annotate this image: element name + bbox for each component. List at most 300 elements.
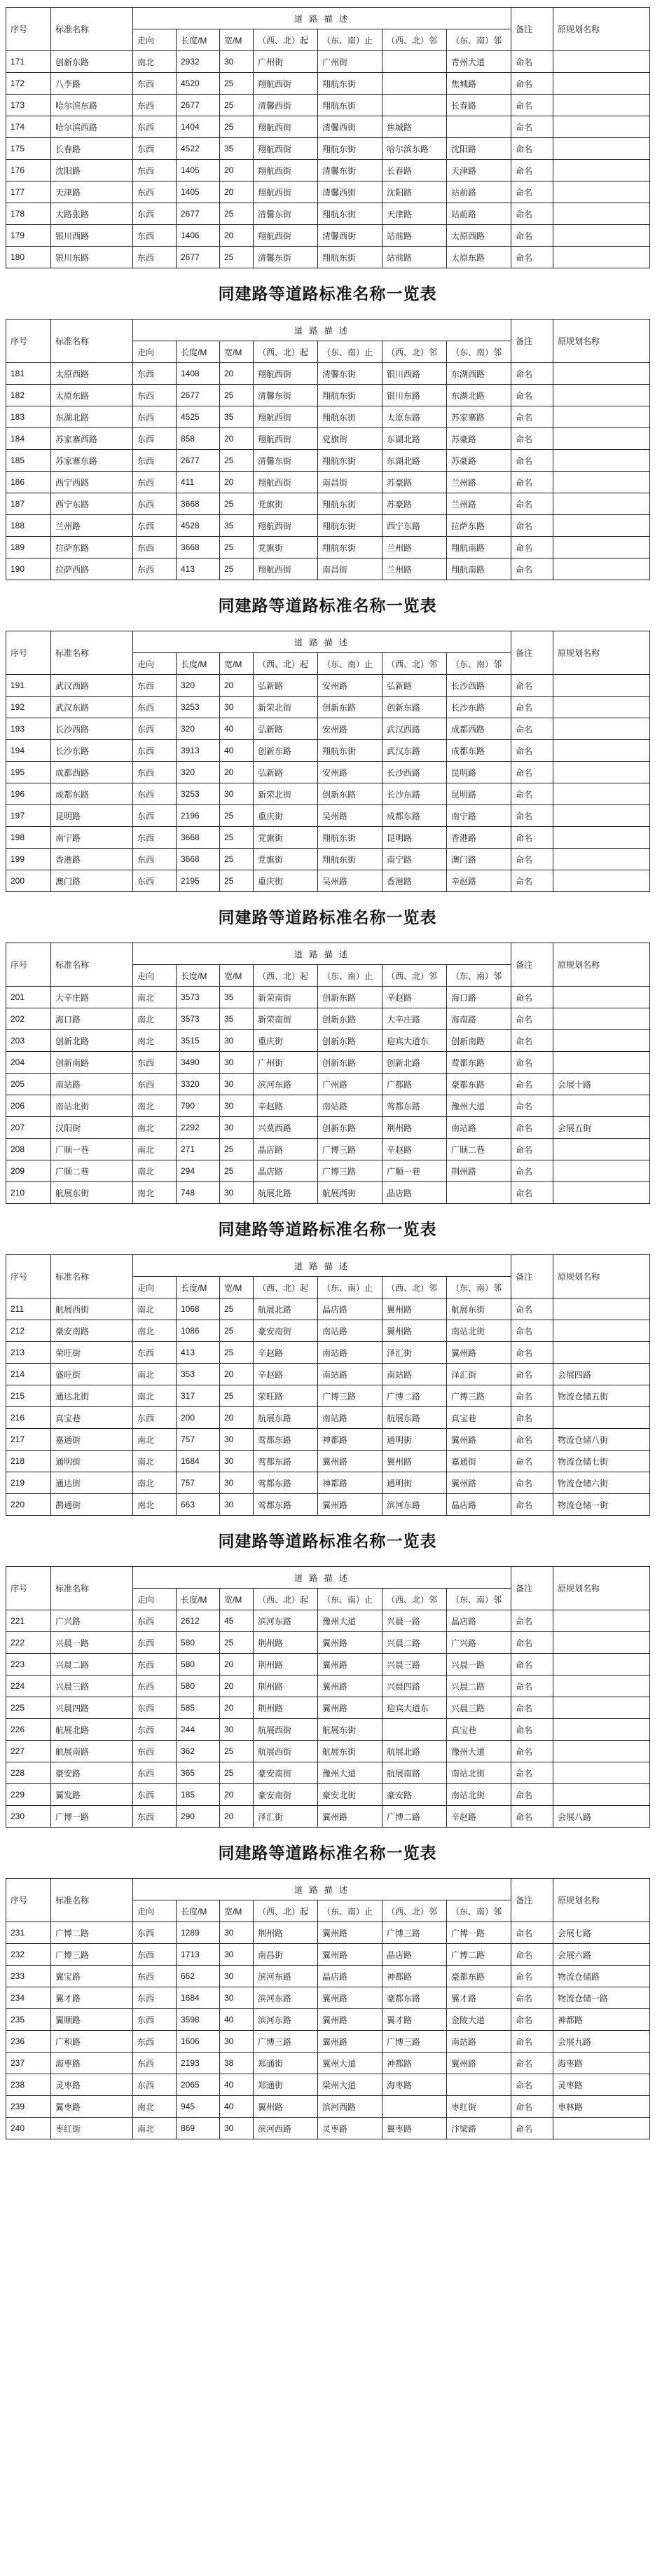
cell-direction: 南北: [133, 987, 177, 1008]
cell-planned-name: [553, 1654, 650, 1676]
cell-remark: 命名: [511, 1385, 553, 1407]
cell-row-number: 190: [6, 559, 51, 580]
cell-end-point: 翼州大道: [318, 2053, 382, 2074]
cell-planned-name: 会展九路: [553, 2031, 650, 2053]
header-width: 宽/M: [220, 1900, 254, 1922]
cell-east-south-adjacent: 豪都东路: [447, 1966, 511, 1987]
cell-length: 1289: [177, 1922, 220, 1944]
cell-remark: 命名: [511, 1944, 553, 1966]
cell-planned-name: [553, 1762, 650, 1784]
header-end: （东、南）止: [318, 1900, 382, 1922]
cell-planned-name: [553, 1741, 650, 1762]
cell-start-point: 滨河东路: [254, 2009, 318, 2031]
cell-standard-name: 拉萨西路: [51, 559, 133, 580]
cell-end-point: 安州路: [318, 762, 382, 783]
header-no: 序号: [6, 320, 51, 363]
cell-length: 2677: [177, 385, 220, 406]
table-row: [6, 1160, 650, 1182]
table-row: [6, 762, 650, 783]
cell-length: 580: [177, 1676, 220, 1697]
cell-length: 757: [177, 1472, 220, 1494]
table-row: [6, 363, 650, 385]
header-remark: 备注: [511, 631, 553, 675]
cell-planned-name: [553, 138, 650, 160]
cell-end-point: 南站路: [318, 1342, 382, 1364]
cell-east-south-adjacent: 苏豪路: [447, 428, 511, 450]
cell-standard-name: 长沙西路: [51, 718, 133, 740]
cell-standard-name: 广博二路: [51, 1922, 133, 1944]
cell-west-north-adjacent: 弘新路: [382, 675, 447, 697]
cell-east-south-adjacent: 莺都东路: [447, 1052, 511, 1074]
cell-start-point: 翔航西街: [254, 363, 318, 385]
cell-width: 30: [220, 1451, 254, 1472]
cell-direction: 东西: [133, 181, 177, 203]
table-row: [6, 2096, 650, 2118]
cell-start-point: 弘新路: [254, 718, 318, 740]
cell-standard-name: 西宁西路: [51, 472, 133, 493]
cell-end-point: 翼州路: [318, 1632, 382, 1654]
cell-east-south-adjacent: 航展东街: [447, 1299, 511, 1320]
cell-row-number: 177: [6, 181, 51, 203]
cell-length: 3320: [177, 1074, 220, 1095]
cell-standard-name: 兴晨一路: [51, 1632, 133, 1654]
cell-direction: 东西: [133, 1922, 177, 1944]
cell-end-point: 翔航东街: [318, 515, 382, 537]
cell-width: 45: [220, 1610, 254, 1632]
cell-remark: 命名: [511, 559, 553, 580]
header-direction: 走向: [133, 1277, 177, 1299]
cell-length: 2677: [177, 247, 220, 268]
cell-east-south-adjacent: 成都东路: [447, 740, 511, 762]
cell-start-point: 翔航西街: [254, 472, 318, 493]
cell-west-north-adjacent: [382, 1719, 447, 1741]
cell-direction: 东西: [133, 203, 177, 225]
header-planned-name: 原规划名称: [553, 1255, 650, 1299]
cell-end-point: 晶店路: [318, 1966, 382, 1987]
cell-remark: 命名: [511, 1320, 553, 1342]
cell-east-south-adjacent: 金陵大道: [447, 2009, 511, 2031]
cell-end-point: 翼州路: [318, 1987, 382, 2009]
cell-length: 1086: [177, 1320, 220, 1342]
cell-end-point: 翔航东街: [318, 406, 382, 428]
table-row: [6, 1342, 650, 1364]
cell-planned-name: 物流仓储路: [553, 1966, 650, 1987]
cell-planned-name: [553, 1160, 650, 1182]
cell-start-point: 翼州路: [254, 2096, 318, 2118]
cell-row-number: 212: [6, 1320, 51, 1342]
cell-planned-name: [553, 1784, 650, 1806]
cell-west-north-adjacent: [382, 51, 447, 73]
cell-direction: 东西: [133, 73, 177, 95]
cell-row-number: 229: [6, 1784, 51, 1806]
cell-standard-name: 澳门路: [51, 870, 133, 892]
cell-start-point: 航展北路: [254, 1182, 318, 1204]
cell-direction: 东西: [133, 537, 177, 559]
cell-east-south-adjacent: 东湖北路: [447, 385, 511, 406]
cell-width: 25: [220, 1160, 254, 1182]
cell-remark: 命名: [511, 1966, 553, 1987]
header-road-description: 道 路 描 述: [133, 943, 511, 965]
cell-planned-name: 会展六路: [553, 1944, 650, 1966]
cell-row-number: 215: [6, 1385, 51, 1407]
header-road-description: 道 路 描 述: [133, 1567, 511, 1589]
cell-east-south-adjacent: 豫州大道: [447, 1095, 511, 1117]
cell-west-north-adjacent: 兴晨一路: [382, 1610, 447, 1632]
cell-end-point: 翔航东街: [318, 203, 382, 225]
cell-planned-name: [553, 1407, 650, 1429]
cell-row-number: 237: [6, 2053, 51, 2074]
cell-length: 244: [177, 1719, 220, 1741]
cell-end-point: 广博三路: [318, 1385, 382, 1407]
table-row: [6, 1008, 650, 1030]
cell-east-south-adjacent: 嘉通街: [447, 1451, 511, 1472]
cell-remark: 命名: [511, 1654, 553, 1676]
header-length: 长度/M: [177, 29, 220, 51]
cell-width: 25: [220, 1632, 254, 1654]
cell-row-number: 216: [6, 1407, 51, 1429]
cell-planned-name: [553, 849, 650, 870]
cell-width: 30: [220, 783, 254, 805]
cell-row-number: 240: [6, 2118, 51, 2139]
cell-width: 30: [220, 1030, 254, 1052]
cell-end-point: 创新东路: [318, 1117, 382, 1139]
cell-planned-name: [553, 160, 650, 181]
cell-west-north-adjacent: 太原东路: [382, 406, 447, 428]
cell-width: 25: [220, 537, 254, 559]
cell-planned-name: 枣林路: [553, 2096, 650, 2118]
cell-length: 3668: [177, 827, 220, 849]
cell-start-point: 荣旺路: [254, 1385, 318, 1407]
cell-row-number: 208: [6, 1139, 51, 1160]
cell-direction: 南北: [133, 1160, 177, 1182]
cell-planned-name: [553, 762, 650, 783]
table-row: [6, 1697, 650, 1719]
cell-row-number: 203: [6, 1030, 51, 1052]
cell-start-point: 广州街: [254, 1052, 318, 1074]
cell-width: 20: [220, 1676, 254, 1697]
cell-width: 25: [220, 827, 254, 849]
cell-row-number: 218: [6, 1451, 51, 1472]
table-row: [6, 1806, 650, 1828]
cell-east-south-adjacent: 广博二路: [447, 1944, 511, 1966]
cell-start-point: 滨河东路: [254, 1610, 318, 1632]
table-row: [6, 827, 650, 849]
cell-start-point: 荆州路: [254, 1632, 318, 1654]
cell-east-south-adjacent: 海南路: [447, 1008, 511, 1030]
cell-length: 3573: [177, 1008, 220, 1030]
table-row: [6, 1784, 650, 1806]
cell-direction: 东西: [133, 1676, 177, 1697]
cell-length: 585: [177, 1697, 220, 1719]
cell-direction: 东西: [133, 363, 177, 385]
road-names-table: [6, 1254, 650, 1516]
cell-direction: 东西: [133, 1052, 177, 1074]
cell-width: 25: [220, 95, 254, 116]
cell-row-number: 189: [6, 537, 51, 559]
header-row-top: [6, 631, 650, 653]
cell-length: 294: [177, 1160, 220, 1182]
table-row: [6, 160, 650, 181]
cell-end-point: 吴州路: [318, 870, 382, 892]
cell-west-north-adjacent: 昆明路: [382, 827, 447, 849]
cell-row-number: 217: [6, 1429, 51, 1451]
cell-standard-name: 南站北街: [51, 1095, 133, 1117]
cell-remark: 命名: [511, 1762, 553, 1784]
cell-standard-name: 武汉西路: [51, 675, 133, 697]
table-row: [6, 1610, 650, 1632]
cell-remark: 命名: [511, 1806, 553, 1828]
cell-remark: 命名: [511, 1632, 553, 1654]
header-standard-name: 标准名称: [51, 631, 133, 675]
cell-west-north-adjacent: 长春路: [382, 160, 447, 181]
header-west-north-adjacent: （西、北）邻: [382, 341, 447, 363]
table-row: [6, 515, 650, 537]
cell-planned-name: 物流仓储六街: [553, 1472, 650, 1494]
header-no: 序号: [6, 1879, 51, 1922]
cell-row-number: 186: [6, 472, 51, 493]
cell-row-number: 234: [6, 1987, 51, 2009]
cell-west-north-adjacent: 站前路: [382, 247, 447, 268]
cell-planned-name: [553, 116, 650, 138]
cell-planned-name: [553, 1342, 650, 1364]
header-west-north-adjacent: （西、北）邻: [382, 1589, 447, 1610]
cell-length: 790: [177, 1095, 220, 1117]
cell-start-point: 翔航西街: [254, 116, 318, 138]
cell-planned-name: [553, 1697, 650, 1719]
cell-west-north-adjacent: 广都路: [382, 1074, 447, 1095]
cell-direction: 南北: [133, 1385, 177, 1407]
header-direction: 走向: [133, 653, 177, 675]
cell-width: 25: [220, 849, 254, 870]
header-row-top: [6, 320, 650, 341]
cell-start-point: 晶店路: [254, 1139, 318, 1160]
cell-planned-name: [553, 406, 650, 428]
header-east-south-adjacent: （东、南）邻: [447, 341, 511, 363]
cell-end-point: 翼州路: [318, 1676, 382, 1697]
cell-length: 580: [177, 1632, 220, 1654]
table-row: [6, 181, 650, 203]
cell-direction: 东西: [133, 1987, 177, 2009]
cell-width: 40: [220, 2009, 254, 2031]
cell-east-south-adjacent: 兴晨一路: [447, 1654, 511, 1676]
cell-standard-name: 广顺二巷: [51, 1160, 133, 1182]
cell-length: 271: [177, 1139, 220, 1160]
cell-start-point: 辛赵路: [254, 1342, 318, 1364]
cell-planned-name: [553, 783, 650, 805]
cell-length: 3668: [177, 493, 220, 515]
cell-row-number: 211: [6, 1299, 51, 1320]
cell-end-point: 广博三路: [318, 1160, 382, 1182]
section-1: [0, 7, 655, 268]
cell-width: 35: [220, 987, 254, 1008]
cell-width: 25: [220, 450, 254, 472]
cell-width: 25: [220, 1320, 254, 1342]
cell-start-point: 豪安南街: [254, 1762, 318, 1784]
cell-remark: 命名: [511, 783, 553, 805]
cell-direction: 南北: [133, 1364, 177, 1385]
cell-remark: 命名: [511, 116, 553, 138]
cell-start-point: 重庆街: [254, 805, 318, 827]
cell-standard-name: 苏家寨东路: [51, 450, 133, 472]
cell-direction: 南北: [133, 51, 177, 73]
cell-remark: 命名: [511, 675, 553, 697]
cell-remark: 命名: [511, 1364, 553, 1385]
cell-west-north-adjacent: 辛赵路: [382, 987, 447, 1008]
table-row: [6, 1182, 650, 1204]
table-row: [6, 73, 650, 95]
cell-row-number: 205: [6, 1074, 51, 1095]
cell-length: 3253: [177, 697, 220, 718]
cell-length: 2195: [177, 870, 220, 892]
cell-standard-name: 南站路: [51, 1074, 133, 1095]
cell-west-north-adjacent: 莺都东路: [382, 1095, 447, 1117]
road-names-table: [6, 1878, 650, 2139]
table-row: [6, 849, 650, 870]
cell-length: 413: [177, 559, 220, 580]
cell-east-south-adjacent: 苏家寨路: [447, 406, 511, 428]
cell-start-point: 航展东路: [254, 1407, 318, 1429]
cell-west-north-adjacent: 广顺一巷: [382, 1160, 447, 1182]
table-row: [6, 406, 650, 428]
table-row: [6, 559, 650, 580]
cell-remark: 命名: [511, 51, 553, 73]
cell-start-point: 郑通街: [254, 2074, 318, 2096]
cell-standard-name: 创新南路: [51, 1052, 133, 1074]
cell-west-north-adjacent: 西宁东路: [382, 515, 447, 537]
cell-width: 25: [220, 247, 254, 268]
cell-start-point: 航展西街: [254, 1719, 318, 1741]
header-row-top: [6, 1879, 650, 1900]
cell-west-north-adjacent: 苏豪路: [382, 472, 447, 493]
table-row: [6, 247, 650, 268]
cell-end-point: 翼州路: [318, 1944, 382, 1966]
cell-east-south-adjacent: 翔航南路: [447, 537, 511, 559]
cell-start-point: 滨河东路: [254, 1966, 318, 1987]
cell-row-number: 171: [6, 51, 51, 73]
road-names-table: [6, 631, 650, 892]
cell-start-point: 滨河西路: [254, 2118, 318, 2139]
cell-width: 20: [220, 472, 254, 493]
table-title: 同建路等道路标准名称一览表: [218, 1532, 437, 1550]
cell-planned-name: [553, 1676, 650, 1697]
cell-remark: 命名: [511, 95, 553, 116]
cell-direction: 南北: [133, 1472, 177, 1494]
cell-width: 30: [220, 51, 254, 73]
cell-row-number: 175: [6, 138, 51, 160]
cell-row-number: 199: [6, 849, 51, 870]
cell-row-number: 187: [6, 493, 51, 515]
cell-west-north-adjacent: 广博三路: [382, 1922, 447, 1944]
cell-length: 200: [177, 1407, 220, 1429]
cell-start-point: 莺都东路: [254, 1494, 318, 1516]
cell-end-point: 翼州路: [318, 1806, 382, 1828]
cell-end-point: 创新东路: [318, 1030, 382, 1052]
cell-direction: 东西: [133, 783, 177, 805]
cell-end-point: 梁州大道: [318, 2074, 382, 2096]
cell-direction: 东西: [133, 1719, 177, 1741]
cell-end-point: 清馨西街: [318, 116, 382, 138]
cell-east-south-adjacent: 兴晨二路: [447, 1676, 511, 1697]
cell-direction: 东西: [133, 1074, 177, 1095]
cell-east-south-adjacent: 兴晨三路: [447, 1697, 511, 1719]
cell-west-north-adjacent: 广博二路: [382, 1385, 447, 1407]
cell-west-north-adjacent: 翼州路: [382, 1451, 447, 1472]
cell-start-point: 荆州路: [254, 1922, 318, 1944]
cell-standard-name: 航展北路: [51, 1719, 133, 1741]
cell-remark: 命名: [511, 1719, 553, 1741]
header-remark: 备注: [511, 1567, 553, 1610]
cell-remark: 命名: [511, 1030, 553, 1052]
table-row: [6, 2118, 650, 2139]
cell-east-south-adjacent: 豫州大道: [447, 1741, 511, 1762]
cell-start-point: 创新东路: [254, 740, 318, 762]
section-7: [0, 1828, 655, 2139]
cell-west-north-adjacent: 泽汇街: [382, 1342, 447, 1364]
cell-row-number: 193: [6, 718, 51, 740]
cell-row-number: 238: [6, 2074, 51, 2096]
header-remark: 备注: [511, 320, 553, 363]
cell-west-north-adjacent: 豪安路: [382, 1784, 447, 1806]
table-row: [6, 203, 650, 225]
cell-standard-name: 大辛庄路: [51, 987, 133, 1008]
cell-west-north-adjacent: 航展北路: [382, 1741, 447, 1762]
table-row: [6, 472, 650, 493]
cell-direction: 东西: [133, 1654, 177, 1676]
table-row: [6, 1472, 650, 1494]
cell-row-number: 179: [6, 225, 51, 247]
cell-standard-name: 通达北街: [51, 1385, 133, 1407]
cell-standard-name: 枣红街: [51, 2118, 133, 2139]
table-title: 同建路等道路标准名称一览表: [218, 285, 437, 303]
cell-start-point: 重庆街: [254, 870, 318, 892]
cell-standard-name: 航展东街: [51, 1182, 133, 1204]
cell-east-south-adjacent: 太原东路: [447, 247, 511, 268]
cell-standard-name: 鹊通街: [51, 1494, 133, 1516]
cell-east-south-adjacent: 青州大道: [447, 51, 511, 73]
cell-length: 1406: [177, 225, 220, 247]
cell-west-north-adjacent: 兴晨二路: [382, 1632, 447, 1654]
cell-width: 25: [220, 1139, 254, 1160]
cell-end-point: 翔航东街: [318, 73, 382, 95]
cell-width: 30: [220, 1719, 254, 1741]
table-row: [6, 1922, 650, 1944]
table-row: [6, 1654, 650, 1676]
table-row: [6, 1320, 650, 1342]
cell-standard-name: 兴晨二路: [51, 1654, 133, 1676]
cell-standard-name: 广和路: [51, 2031, 133, 2053]
cell-east-south-adjacent: 翼州路: [447, 2053, 511, 2074]
cell-standard-name: 西宁东路: [51, 493, 133, 515]
cell-west-north-adjacent: 神都路: [382, 2053, 447, 2074]
cell-row-number: 213: [6, 1342, 51, 1364]
cell-end-point: 翼州路: [318, 1494, 382, 1516]
cell-row-number: 197: [6, 805, 51, 827]
cell-length: 2065: [177, 2074, 220, 2096]
cell-west-north-adjacent: 航展南路: [382, 1762, 447, 1784]
table-row: [6, 1632, 650, 1654]
header-start: （西、北）起: [254, 1277, 318, 1299]
cell-planned-name: [553, 675, 650, 697]
cell-length: 3913: [177, 740, 220, 762]
cell-direction: 东西: [133, 762, 177, 783]
header-remark: 备注: [511, 8, 553, 51]
header-start: （西、北）起: [254, 965, 318, 987]
cell-width: 30: [220, 1095, 254, 1117]
cell-west-north-adjacent: 东湖北路: [382, 450, 447, 472]
cell-end-point: 翔航东街: [318, 493, 382, 515]
cell-east-south-adjacent: 广兴路: [447, 1632, 511, 1654]
header-remark: 备注: [511, 1879, 553, 1922]
